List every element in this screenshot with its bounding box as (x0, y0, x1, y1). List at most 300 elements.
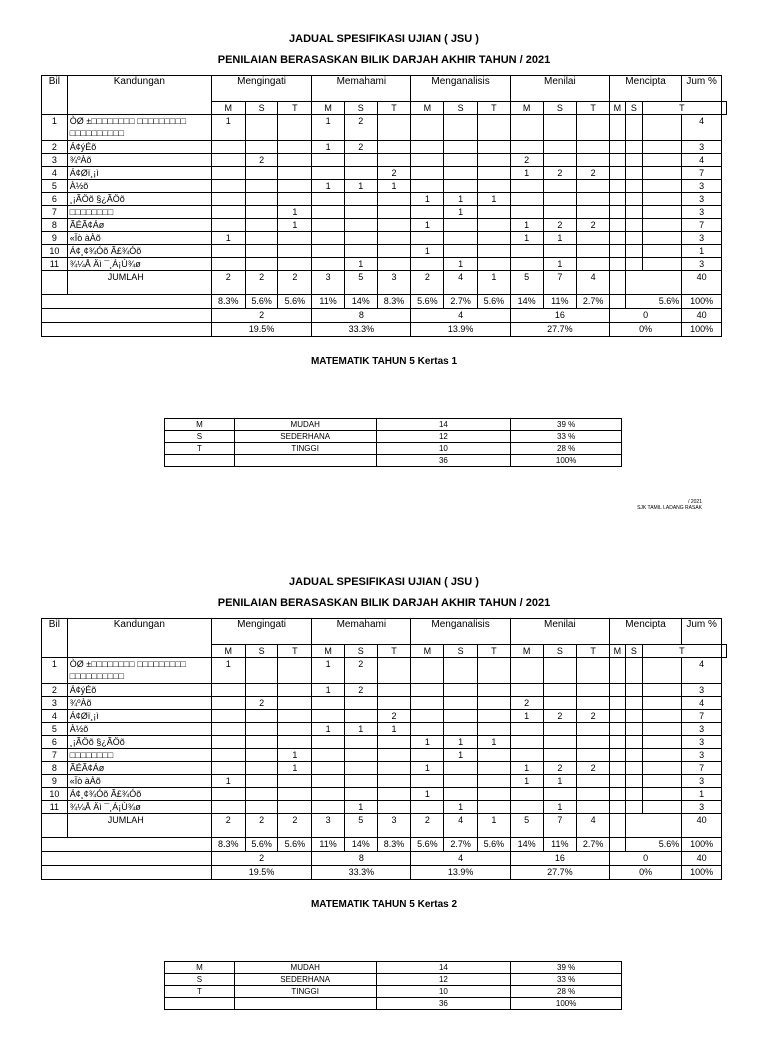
summary-row (165, 986, 622, 998)
group-percent: 27.7% (510, 866, 609, 880)
row-cell (543, 193, 577, 206)
percent-total: 100% (682, 295, 722, 309)
row-cell (377, 232, 411, 245)
row-bil: 9 (42, 232, 68, 245)
row-cell: 1 (411, 736, 444, 749)
row-cell: 2 (543, 219, 577, 232)
percent-cell: 11% (312, 295, 345, 309)
row-cell (312, 788, 345, 801)
percent-cell: 2.7% (444, 838, 478, 852)
percent-cell: 14% (344, 838, 377, 852)
row-cell (625, 788, 642, 801)
row-cell (577, 258, 610, 271)
group-percent: 27.7% (510, 323, 609, 337)
row-cell (344, 206, 377, 219)
percent-cell: 14% (344, 295, 377, 309)
percent-cell: 2.7% (577, 838, 610, 852)
row-cell (510, 245, 543, 258)
row-cell: 1 (444, 258, 478, 271)
row-bil: 8 (42, 219, 68, 232)
sub-t: T (577, 102, 610, 115)
group-percent: 33.3% (312, 323, 411, 337)
percent-cell: 5.6% (278, 838, 312, 852)
content-rows (42, 658, 727, 814)
row-cell (211, 245, 245, 258)
row-total: 3 (682, 258, 722, 271)
row-kandungan: ÒØ ±□□□□□□□□ □□□□□□□□□ □□□□□□□□□□ (67, 115, 211, 141)
row-cell (278, 710, 312, 723)
row-cell (444, 658, 478, 684)
row-kandungan: ÃÉÃ¢Áø (67, 762, 211, 775)
row-kandungan: «Ïò àÀõ (67, 775, 211, 788)
summary-table (164, 418, 622, 467)
row-cell (477, 801, 510, 814)
summary-key: T (165, 986, 235, 998)
row-cell (211, 762, 245, 775)
row-cell (245, 258, 278, 271)
row-cell (625, 658, 642, 684)
row-total: 3 (682, 232, 722, 245)
table-row (42, 723, 727, 736)
row-cell: 1 (377, 723, 411, 736)
jumlah-cell: 2 (211, 814, 245, 838)
row-cell (609, 723, 625, 736)
row-cell (377, 115, 411, 141)
row-cell (444, 684, 478, 697)
col-jum: Jum % (682, 619, 722, 645)
row-cell (477, 141, 510, 154)
row-cell (625, 749, 642, 762)
row-cell: 1 (411, 245, 444, 258)
row-cell (477, 232, 510, 245)
row-bil: 9 (42, 775, 68, 788)
percent-cell: 11% (543, 295, 577, 309)
row-cell (477, 762, 510, 775)
group-total: 0 (609, 309, 681, 323)
row-cell: 2 (543, 762, 577, 775)
row-cell: 1 (411, 762, 444, 775)
row-cell: 2 (577, 219, 610, 232)
row-cell: 2 (543, 167, 577, 180)
row-cell (312, 710, 345, 723)
row-cell (344, 749, 377, 762)
row-cell (278, 232, 312, 245)
summary-row (165, 443, 622, 455)
row-cell (278, 684, 312, 697)
group-total-row (42, 309, 727, 323)
jumlah-cell: 4 (577, 271, 610, 295)
row-cell (577, 723, 610, 736)
row-cell (377, 762, 411, 775)
row-cell (278, 736, 312, 749)
jumlah-cell: 2 (245, 814, 278, 838)
row-bil: 6 (42, 736, 68, 749)
row-cell (577, 245, 610, 258)
row-cell (642, 697, 681, 710)
paper-caption: MATEMATIK TAHUN 5 Kertas 2 (310, 899, 458, 910)
jumlah-cell: 2 (278, 814, 312, 838)
row-cell (577, 232, 610, 245)
row-cell: 1 (510, 167, 543, 180)
row-cell (444, 180, 478, 193)
row-cell (510, 801, 543, 814)
row-cell (211, 749, 245, 762)
row-cell (211, 258, 245, 271)
row-cell (510, 180, 543, 193)
table-row (42, 245, 727, 258)
row-bil: 2 (42, 141, 68, 154)
row-cell: 1 (444, 749, 478, 762)
percent-cell: 5.6% (625, 838, 681, 852)
row-cell (577, 115, 610, 141)
summary-label: MUDAH (234, 962, 376, 974)
summary-percent: 100% (511, 455, 622, 467)
row-cell (543, 245, 577, 258)
row-cell (510, 736, 543, 749)
row-cell (278, 723, 312, 736)
row-kandungan: □□□□□□□□ (67, 749, 211, 762)
row-cell: 1 (312, 723, 345, 736)
row-cell (344, 736, 377, 749)
row-cell (510, 193, 543, 206)
sub-s: S (245, 645, 278, 658)
row-cell (477, 710, 510, 723)
row-cell (211, 193, 245, 206)
summary-row (165, 431, 622, 443)
row-cell (642, 167, 681, 180)
row-cell (312, 258, 345, 271)
row-cell (312, 154, 345, 167)
row-cell (625, 684, 642, 697)
summary-count: 14 (376, 962, 511, 974)
row-cell (543, 736, 577, 749)
row-cell (245, 788, 278, 801)
row-cell (312, 232, 345, 245)
row-cell: 1 (278, 219, 312, 232)
row-cell (477, 749, 510, 762)
summary-count: 14 (376, 419, 511, 431)
row-cell (477, 167, 510, 180)
row-cell: 2 (377, 710, 411, 723)
row-cell (510, 723, 543, 736)
row-cell (344, 154, 377, 167)
percent-cell: 8.3% (211, 295, 245, 309)
row-total: 4 (682, 697, 722, 710)
jumlah-cell: 3 (377, 271, 411, 295)
jumlah-cell: 4 (577, 814, 610, 838)
row-bil: 1 (42, 658, 68, 684)
group-total: 8 (312, 852, 411, 866)
jumlah-cell: 3 (377, 814, 411, 838)
summary-count: 10 (376, 986, 511, 998)
summary-key: M (165, 962, 235, 974)
row-cell (278, 141, 312, 154)
row-cell (312, 245, 345, 258)
row-cell (642, 141, 681, 154)
summary-label (234, 455, 376, 467)
row-cell: 1 (543, 232, 577, 245)
row-cell (625, 710, 642, 723)
summary-label: MUDAH (234, 419, 376, 431)
row-cell (245, 801, 278, 814)
jumlah-cell: 5 (510, 814, 543, 838)
group-total: 8 (312, 309, 411, 323)
jumlah-label: JUMLAH (67, 271, 211, 295)
row-cell (344, 232, 377, 245)
row-bil: 1 (42, 115, 68, 141)
jsu-block-2 (0, 543, 768, 1063)
row-cell (642, 749, 681, 762)
row-cell (625, 141, 642, 154)
row-cell: 2 (577, 167, 610, 180)
group-percent: 13.9% (411, 323, 510, 337)
row-cell: 1 (211, 232, 245, 245)
row-cell (642, 684, 681, 697)
row-cell (543, 141, 577, 154)
row-cell (278, 167, 312, 180)
row-cell: 1 (312, 658, 345, 684)
sub-t: T (642, 102, 721, 115)
row-cell (642, 219, 681, 232)
row-cell (625, 245, 642, 258)
row-cell (577, 697, 610, 710)
group-total: 16 (510, 309, 609, 323)
row-cell (411, 206, 444, 219)
jumlah-cell: 7 (543, 271, 577, 295)
row-kandungan: À½õ (67, 723, 211, 736)
row-cell: 1 (344, 801, 377, 814)
row-cell (377, 219, 411, 232)
row-cell (411, 801, 444, 814)
row-cell (577, 801, 610, 814)
row-cell (625, 697, 642, 710)
sub-t: T (278, 102, 312, 115)
row-bil: 11 (42, 258, 68, 271)
row-cell (278, 154, 312, 167)
row-cell (477, 723, 510, 736)
col-bil: Bil (42, 619, 68, 658)
summary-count: 10 (376, 443, 511, 455)
sub-t: T (377, 645, 411, 658)
percent-cell: 5.6% (477, 295, 510, 309)
sub-t: T (642, 645, 721, 658)
row-cell (625, 736, 642, 749)
jumlah-cell: 7 (543, 814, 577, 838)
row-cell (642, 710, 681, 723)
row-total: 3 (682, 141, 722, 154)
row-total: 3 (682, 749, 722, 762)
row-cell (344, 167, 377, 180)
row-cell (577, 749, 610, 762)
sub-s: S (543, 102, 577, 115)
row-cell (625, 193, 642, 206)
row-kandungan: Á¢¸¢¾Óõ Ã£¾Óõ (67, 788, 211, 801)
sub-m: M (411, 645, 444, 658)
row-bil: 10 (42, 788, 68, 801)
col-mencipta: Mencipta (609, 619, 681, 645)
row-cell (444, 710, 478, 723)
row-cell (278, 245, 312, 258)
percent-cell: 11% (543, 838, 577, 852)
row-cell (577, 141, 610, 154)
table-row (42, 762, 727, 775)
sub-s: S (344, 102, 377, 115)
row-cell (444, 788, 478, 801)
row-total: 7 (682, 710, 722, 723)
jumlah-cell: 4 (444, 814, 478, 838)
percent-cell: 14% (510, 295, 543, 309)
percent-cell: 5.6% (245, 838, 278, 852)
row-cell (609, 736, 625, 749)
group-total: 16 (510, 852, 609, 866)
sub-m: M (411, 102, 444, 115)
row-bil: 3 (42, 697, 68, 710)
jumlah-cell: 1 (477, 814, 510, 838)
percent-cell: 5.6% (477, 838, 510, 852)
row-cell (444, 762, 478, 775)
row-bil: 2 (42, 684, 68, 697)
row-cell (625, 258, 642, 271)
summary-percent: 39 % (511, 419, 622, 431)
row-total: 3 (682, 193, 722, 206)
group-total-sum: 40 (682, 852, 722, 866)
sub-m: M (609, 102, 625, 115)
row-cell (577, 788, 610, 801)
jumlah-cell: 2 (245, 271, 278, 295)
row-cell (625, 801, 642, 814)
row-cell: 1 (444, 801, 478, 814)
summary-label: SEDERHANA (234, 431, 376, 443)
row-total: 3 (682, 736, 722, 749)
row-cell (344, 775, 377, 788)
table-row (42, 193, 727, 206)
row-cell (211, 710, 245, 723)
row-cell (377, 749, 411, 762)
table-row (42, 206, 727, 219)
group-percent: 33.3% (312, 866, 411, 880)
row-cell: 2 (245, 154, 278, 167)
percent-cell: 5.6% (625, 295, 681, 309)
row-cell (625, 115, 642, 141)
row-cell (642, 658, 681, 684)
row-cell: 1 (477, 736, 510, 749)
row-cell: 2 (510, 697, 543, 710)
row-cell (444, 245, 478, 258)
row-cell (543, 180, 577, 193)
summary-label (234, 998, 376, 1010)
percent-cell: 5.6% (411, 838, 444, 852)
row-cell (477, 658, 510, 684)
row-cell (609, 115, 625, 141)
summary-key: S (165, 974, 235, 986)
row-cell (444, 154, 478, 167)
row-total: 3 (682, 801, 722, 814)
summary-percent: 39 % (511, 962, 622, 974)
group-total: 4 (411, 852, 510, 866)
row-cell (411, 697, 444, 710)
summary-key (165, 455, 235, 467)
row-cell (377, 258, 411, 271)
summary-key: T (165, 443, 235, 455)
row-kandungan: Á¢¸¢¾Óõ Ã£¾Óõ (67, 245, 211, 258)
sub-s: S (245, 102, 278, 115)
row-cell (625, 180, 642, 193)
row-cell (642, 232, 681, 245)
row-kandungan: ¾ºÀõ (67, 697, 211, 710)
row-cell (477, 684, 510, 697)
row-cell (510, 258, 543, 271)
percent-total: 100% (682, 838, 722, 852)
row-cell (245, 115, 278, 141)
row-cell (312, 749, 345, 762)
row-cell (510, 206, 543, 219)
row-cell (245, 775, 278, 788)
row-cell: 1 (510, 219, 543, 232)
row-cell (510, 658, 543, 684)
row-bil: 4 (42, 710, 68, 723)
percent-row (42, 295, 727, 309)
row-cell: 1 (510, 232, 543, 245)
row-cell (312, 775, 345, 788)
jumlah-cell: 2 (411, 271, 444, 295)
sub-s: S (625, 102, 642, 115)
row-cell (411, 180, 444, 193)
row-cell (543, 206, 577, 219)
row-cell (577, 180, 610, 193)
table-row (42, 736, 727, 749)
row-bil: 11 (42, 801, 68, 814)
summary-row (165, 974, 622, 986)
footnote-year: / 2021 (688, 499, 702, 505)
row-cell (377, 245, 411, 258)
summary-percent: 100% (511, 998, 622, 1010)
sub-s: S (444, 102, 478, 115)
row-cell (444, 115, 478, 141)
row-cell (642, 206, 681, 219)
summary-count: 36 (376, 998, 511, 1010)
col-menganalisis: Menganalisis (411, 619, 510, 645)
row-cell (609, 684, 625, 697)
row-total: 3 (682, 684, 722, 697)
row-cell (609, 167, 625, 180)
row-cell (477, 206, 510, 219)
row-cell (609, 710, 625, 723)
sub-m: M (510, 645, 543, 658)
row-kandungan: ¾¼Å Äì ¯¸Á¡Ù¾ø (67, 258, 211, 271)
row-cell (510, 141, 543, 154)
row-bil: 7 (42, 206, 68, 219)
row-cell: 1 (444, 193, 478, 206)
paper-caption: MATEMATIK TAHUN 5 Kertas 1 (310, 356, 458, 367)
row-cell (543, 723, 577, 736)
row-total: 4 (682, 658, 722, 684)
row-cell (411, 749, 444, 762)
table-row (42, 115, 727, 141)
row-total: 3 (682, 775, 722, 788)
row-cell (642, 762, 681, 775)
group-percent: 19.5% (211, 866, 311, 880)
row-cell (609, 219, 625, 232)
row-cell (642, 154, 681, 167)
row-total: 1 (682, 245, 722, 258)
group-percent-sum: 100% (682, 323, 722, 337)
row-bil: 3 (42, 154, 68, 167)
row-cell (625, 206, 642, 219)
summary-count: 12 (376, 431, 511, 443)
row-cell: 1 (444, 206, 478, 219)
row-cell: 1 (543, 775, 577, 788)
row-cell (477, 258, 510, 271)
